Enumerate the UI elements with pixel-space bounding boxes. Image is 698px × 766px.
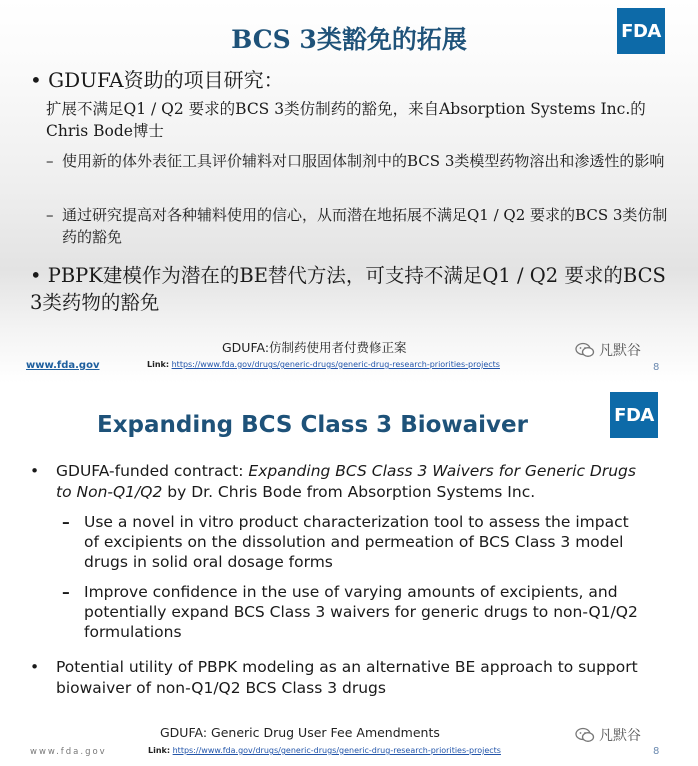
dash-marker: – bbox=[62, 513, 70, 531]
link-label: Link: bbox=[147, 360, 170, 369]
dash-marker: – bbox=[46, 152, 54, 170]
sub-item-confidence bbox=[46, 204, 676, 248]
bullet-marker: • bbox=[30, 658, 40, 676]
page-number: 8 bbox=[653, 362, 660, 373]
bullet-pbpk bbox=[30, 262, 670, 316]
sub-item-text: 通过研究提高对各种辅料使用的信心，从而潜在地拓展不满足Q1 / Q2 要求的BCS 3类仿制药的豁免 bbox=[62, 206, 668, 246]
link-line bbox=[147, 360, 500, 369]
bullet-marker: • bbox=[30, 68, 42, 92]
slide-title: BCS 3类豁免的拓展 bbox=[231, 25, 467, 54]
watermark-text: 凡默谷 bbox=[599, 728, 641, 744]
slide-english bbox=[0, 383, 698, 766]
bullet-text: Potential utility of PBPK modeling as an alternative BE approach to support biowaiver of non-Q1/Q2 BCS Class 3 drugs bbox=[56, 658, 638, 697]
footnote: GDUFA:仿制药使用者付费修正案 bbox=[222, 340, 407, 355]
sub-item-text: 使用新的体外表征工具评价辅料对口服固体制剂中的BCS 3类模型药物溶出和渗透性的影响 bbox=[62, 152, 665, 170]
project-description: 扩展不满足Q1 / Q2 要求的BCS 3类仿制药的豁免，来自Absorption Systems Inc.的Chris Bode博士 bbox=[46, 100, 646, 140]
slide-title: Expanding BCS Class 3 Biowaiver bbox=[97, 412, 528, 438]
fda-logo: FDA bbox=[617, 8, 665, 54]
link-label: Link: bbox=[148, 746, 171, 755]
sub-item-text: Improve confidence in the use of varying amounts of excipients, and potentially expand BCS Class 3 waivers for generic drugs to non-Q1/Q2 formulations bbox=[84, 583, 638, 641]
project-link[interactable]: https://www.fda.gov/drugs/generic-drugs/generic-drug-research-priorities-projects bbox=[172, 746, 501, 755]
bullet-text: PBPK建模作为潜在的BE替代方法，可支持不满足Q1 / Q2 要求的BCS 3类药物的豁免 bbox=[30, 264, 666, 314]
watermark bbox=[575, 725, 641, 745]
link-line bbox=[148, 746, 501, 755]
watermark-text: 凡默谷 bbox=[599, 343, 641, 359]
sub-item-text: Use a novel in vitro product characterization tool to assess the impact of excipients on the dissolution and permeation of BCS Class 3 model drugs in solid oral dosage forms bbox=[84, 513, 629, 571]
bullet-prefix: GDUFA-funded contract: bbox=[56, 462, 249, 480]
bullet-marker: • bbox=[30, 264, 42, 287]
sub-item-confidence bbox=[62, 582, 647, 642]
dash-marker: – bbox=[46, 206, 54, 224]
project-link[interactable]: https://www.fda.gov/drugs/generic-drugs/generic-drug-research-priorities-projects bbox=[171, 360, 500, 369]
wechat-icon bbox=[575, 727, 595, 743]
fda-website-link[interactable]: www.fda.gov bbox=[30, 747, 107, 757]
sub-item-in-vitro-tool bbox=[46, 150, 666, 172]
bullet-marker: • bbox=[30, 462, 40, 480]
sub-item-in-vitro-tool bbox=[62, 512, 647, 572]
bullet-gdufa-contract bbox=[30, 461, 650, 503]
bullet-text bbox=[56, 461, 650, 503]
fda-website-link[interactable]: www.fda.gov bbox=[26, 360, 100, 371]
dash-marker: – bbox=[62, 583, 70, 601]
watermark bbox=[575, 340, 641, 360]
bullet-text: GDUFA资助的项目研究： bbox=[48, 68, 284, 92]
contract-title: Expanding BCS Class 3 Waivers for Generic Drugs to Non-Q1/Q2 bbox=[56, 462, 636, 501]
fda-logo: FDA bbox=[610, 392, 658, 438]
footnote: GDUFA: Generic Drug User Fee Amendments bbox=[160, 725, 440, 740]
bullet-suffix: by Dr. Chris Bode from Absorption Systems Inc. bbox=[162, 483, 536, 501]
wechat-icon bbox=[575, 342, 595, 358]
bullet-pbpk bbox=[30, 657, 650, 699]
page-number: 8 bbox=[653, 746, 660, 757]
bullet-gdufa-project bbox=[30, 64, 284, 93]
